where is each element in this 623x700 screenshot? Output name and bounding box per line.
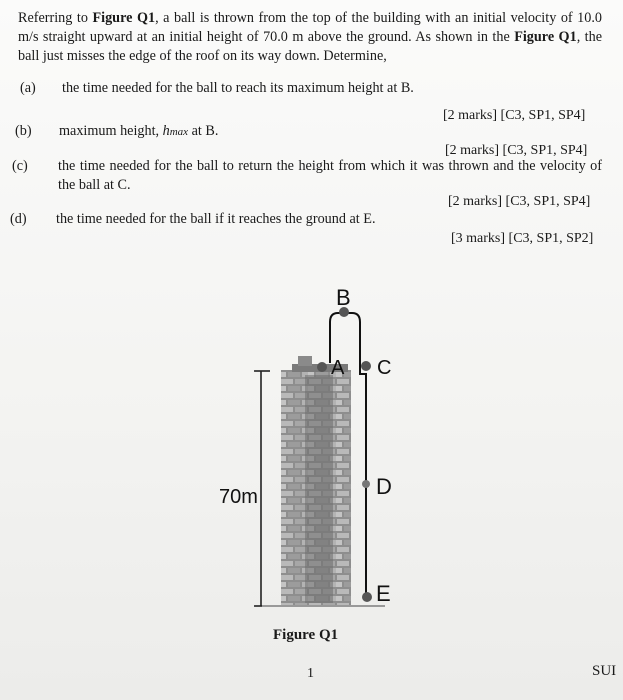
intro-text-2: , a ball is thrown from the top of the building with an initial velocity of 10.0 m/s straight upward at an initial height of 70.0 m above the ground. As shown in the [18, 10, 603, 45]
marks-a: [2 marks] [C3, SP1, SP4] [443, 108, 586, 123]
h-symbol: h [162, 123, 170, 139]
marks-d: [3 marks] [C3, SP1, SP2] [451, 231, 594, 246]
question-text-pre: maximum height, [59, 123, 163, 139]
ball-at-c [361, 361, 371, 371]
figure-reference: Figure Q1 [92, 10, 156, 26]
height-label: 70m [219, 486, 258, 508]
intro-text-1: Referring to [18, 10, 93, 26]
question-label: (c) [12, 158, 28, 174]
question-text: the time needed for the ball to reach its maximum height at B. [62, 80, 414, 96]
point-label-b: B [336, 285, 351, 310]
building-windows [305, 375, 333, 603]
question-text: the time needed for the ball to return the height from which it was thrown and the velocity of the ball at C. [58, 158, 602, 193]
point-label-d: D [376, 474, 392, 499]
point-label-c: C [377, 357, 392, 379]
ball-at-e [362, 592, 372, 602]
ball-at-d [362, 480, 370, 488]
question-label: (a) [20, 80, 36, 96]
point-label-e: E [376, 581, 391, 606]
marks-b: [2 marks] [C3, SP1, SP4] [445, 143, 588, 158]
question-text: the time needed for the ball if it reaches the ground at E. [56, 211, 376, 227]
page-number: 1 [307, 666, 314, 681]
h-subscript: max [169, 126, 189, 138]
point-label-a: A [331, 357, 345, 379]
question-label: (b) [15, 123, 32, 139]
ball-at-a [317, 362, 327, 372]
question-text-post: at B. [188, 123, 219, 139]
intro-text-3: , the ball just misses the edge of the roof on its way down. Determine, [18, 29, 602, 64]
roof-chimney [298, 356, 312, 366]
cut-off-text: SUI [592, 663, 617, 679]
marks-c: [2 marks] [C3, SP1, SP4] [448, 194, 591, 209]
figure-caption: Figure Q1 [273, 627, 339, 643]
figure-reference-2: Figure Q1 [514, 29, 577, 45]
question-label: (d) [10, 211, 27, 227]
